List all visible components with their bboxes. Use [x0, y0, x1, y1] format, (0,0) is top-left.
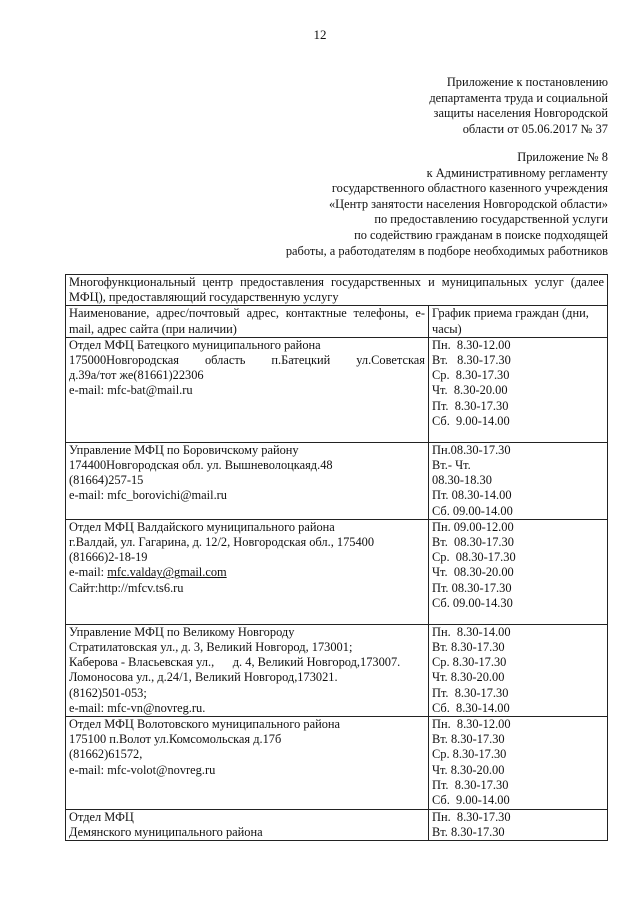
appendix-8-line: государственного областного казенного учреждения [331, 181, 608, 196]
office-email: e-mail: mfc_borovichi@mail.ru [69, 488, 227, 503]
office-schedule [429, 519, 608, 624]
office-address: 175100 п.Волот ул.Комсомольская д.17б [69, 732, 282, 747]
appendix-line: департамента труда и социальной [429, 90, 608, 105]
email-link[interactable]: mfc.valday@gmail.com [107, 565, 227, 580]
schedule-line: Вт. 8.30-17.30 [432, 732, 505, 747]
office-name: Отдел МФЦ Волотовского муниципального района [69, 717, 341, 732]
office-address: 174400Новгородская обл. ул. Вышневолоцкаяд.48 [69, 458, 333, 473]
schedule-line: Пт. 8.30-17.30 [432, 777, 509, 792]
appendix-8-line: работы, а работодателям в подборе необходимых работников [285, 243, 608, 258]
address-word: 175000Новгородская [69, 353, 180, 368]
schedule-line: Пт. 8.30-17.30 [432, 685, 509, 700]
schedule-line: Вт.- Чт. [432, 458, 471, 473]
office-schedule [429, 337, 608, 442]
office-email: e-mail: mfc-vn@novreg.ru. [69, 700, 206, 715]
schedule-line: Пн. 8.30-17.30 [432, 810, 511, 825]
schedule-line: Пт. 08.30-14.00 [432, 488, 512, 503]
office-info [66, 717, 429, 810]
office-address: Каберова - Власьевская ул., д. 4, Великий Новгород,173007. [69, 655, 401, 670]
appendix-8-line: по содействию гражданам в поиске подходящей [354, 227, 608, 242]
schedule-line: Ср. 8.30-17.30 [432, 368, 510, 383]
office-schedule [429, 717, 608, 810]
office-name: Отдел МФЦ [69, 810, 134, 825]
address-word: область [204, 353, 246, 368]
office-info [66, 519, 429, 624]
schedule-line: Вт. 8.30-17.30 [432, 640, 505, 655]
decree-date: 05.06.2017 [521, 121, 578, 136]
office-info [66, 624, 429, 716]
decree-date-number [429, 122, 608, 138]
schedule-line: Вт. 08.30-17.30 [432, 535, 514, 550]
table-row [66, 624, 608, 716]
schedule-line: Пт. 8.30-17.30 [432, 398, 509, 413]
appendix-8-header [286, 150, 608, 259]
decree-number-label: № [580, 121, 593, 136]
table-row [66, 810, 608, 841]
schedule-line: Сб. 9.00-14.00 [432, 413, 510, 428]
table-row [66, 519, 608, 624]
office-email [69, 565, 425, 580]
schedule-line: Ср. 8.30-17.30 [432, 655, 507, 670]
decree-date-label: области от [462, 121, 519, 136]
table-header-row [66, 306, 608, 337]
schedule-line: Пн. 8.30-14.00 [432, 624, 511, 639]
office-schedule [429, 810, 608, 841]
office-site: Сайт:http://mfcv.ts6.ru [69, 580, 184, 595]
col1-header: Наименование, адрес/почтовый адрес, контактные телефоны, e-mail, адрес сайта (при наличии) [66, 306, 429, 337]
schedule-line: Пт. 08.30-17.30 [432, 580, 512, 595]
schedule-line: Пн. 8.30-12.00 [432, 717, 511, 732]
office-address: Стратилатовская ул., д. 3, Великий Новгород, 173001; [69, 640, 353, 655]
schedule-line: 08.30-18.30 [432, 473, 492, 488]
table-row [66, 442, 608, 519]
mfc-table [65, 274, 608, 841]
schedule-line: Сб. 9.00-14.00 [432, 793, 510, 808]
schedule-line: Чт. 08.30-20.00 [432, 565, 514, 580]
office-address [69, 353, 425, 368]
office-phone: (81666)2-18-19 [69, 550, 148, 565]
office-address: г.Валдай, ул. Гагарина, д. 12/2, Новгородская обл., 175400 [69, 535, 375, 550]
office-schedule [429, 624, 608, 716]
address-word: ул.Советская [356, 353, 425, 368]
appendix-8-line: по предоставлению государственной услуги [374, 212, 608, 227]
office-name: Управление МФЦ по Боровичскому району [69, 442, 299, 457]
office-name: Отдел МФЦ Валдайского муниципального района [69, 519, 335, 534]
col2-header: График приема граждан (дни, часы) [429, 306, 608, 337]
schedule-line: Пн. 09.00-12.00 [432, 519, 514, 534]
decree-number: 37 [595, 121, 608, 136]
schedule-line: Чт. 8.30-20.00 [432, 670, 505, 685]
table-title: Многофункциональный центр предоставления государственных и муниципальных услуг (далее МФЦ), предоставляющий государственную услугу [66, 275, 608, 306]
table-row [66, 717, 608, 810]
office-address-cont: д.39а/тот же(81661)22306 [69, 368, 204, 383]
office-email: e-mail: mfc-bat@mail.ru [69, 383, 193, 398]
schedule-line: Пн.08.30-17.30 [432, 442, 511, 457]
table-title-row [66, 275, 608, 306]
office-info [66, 442, 429, 519]
email-label: e-mail: [69, 565, 108, 580]
office-phone: (8162)501-053; [69, 685, 147, 700]
office-info [66, 337, 429, 442]
schedule-line: Ср. 8.30-17.30 [432, 747, 507, 762]
schedule-line: Сб. 09.00-14.30 [432, 595, 513, 610]
appendix-line: защиты населения Новгородской [433, 106, 608, 121]
schedule-line: Пн. 8.30-12.00 [432, 337, 511, 352]
office-address: Ломоносова ул., д.24/1, Великий Новгород,173021. [69, 670, 338, 685]
office-schedule [429, 442, 608, 519]
office-phone: (81662)61572, [69, 747, 143, 762]
schedule-line: Вт. 8.30-17.30 [432, 825, 505, 840]
office-name: Отдел МФЦ Батецкого муниципального района [69, 337, 321, 352]
appendix-line: Приложение к постановлению [446, 75, 608, 89]
schedule-line: Сб. 8.30-14.00 [432, 700, 510, 715]
schedule-line: Вт. 8.30-17.30 [432, 353, 511, 368]
schedule-line: Ср. 08.30-17.30 [432, 550, 516, 565]
appendix-8-line: Приложение № 8 [517, 150, 608, 164]
schedule-line: Чт. 8.30-20.00 [432, 762, 505, 777]
appendix-to-decree [429, 75, 608, 137]
schedule-line: Чт. 8.30-20.00 [432, 383, 508, 398]
page-number: 12 [313, 27, 327, 42]
office-email: e-mail: mfc-volot@novreg.ru [69, 762, 216, 777]
schedule-line: Сб. 09.00-14.00 [432, 503, 513, 518]
table-row [66, 337, 608, 442]
office-name: Управление МФЦ по Великому Новгороду [69, 624, 295, 639]
appendix-8-line: «Центр занятости населения Новгородской области» [328, 196, 608, 211]
office-name: Демянского муниципального района [69, 825, 263, 840]
office-info [66, 810, 429, 841]
appendix-8-line: к Административному регламенту [426, 165, 608, 180]
address-word: п.Батецкий [271, 353, 331, 368]
office-phone: (81664)257-15 [69, 473, 144, 488]
